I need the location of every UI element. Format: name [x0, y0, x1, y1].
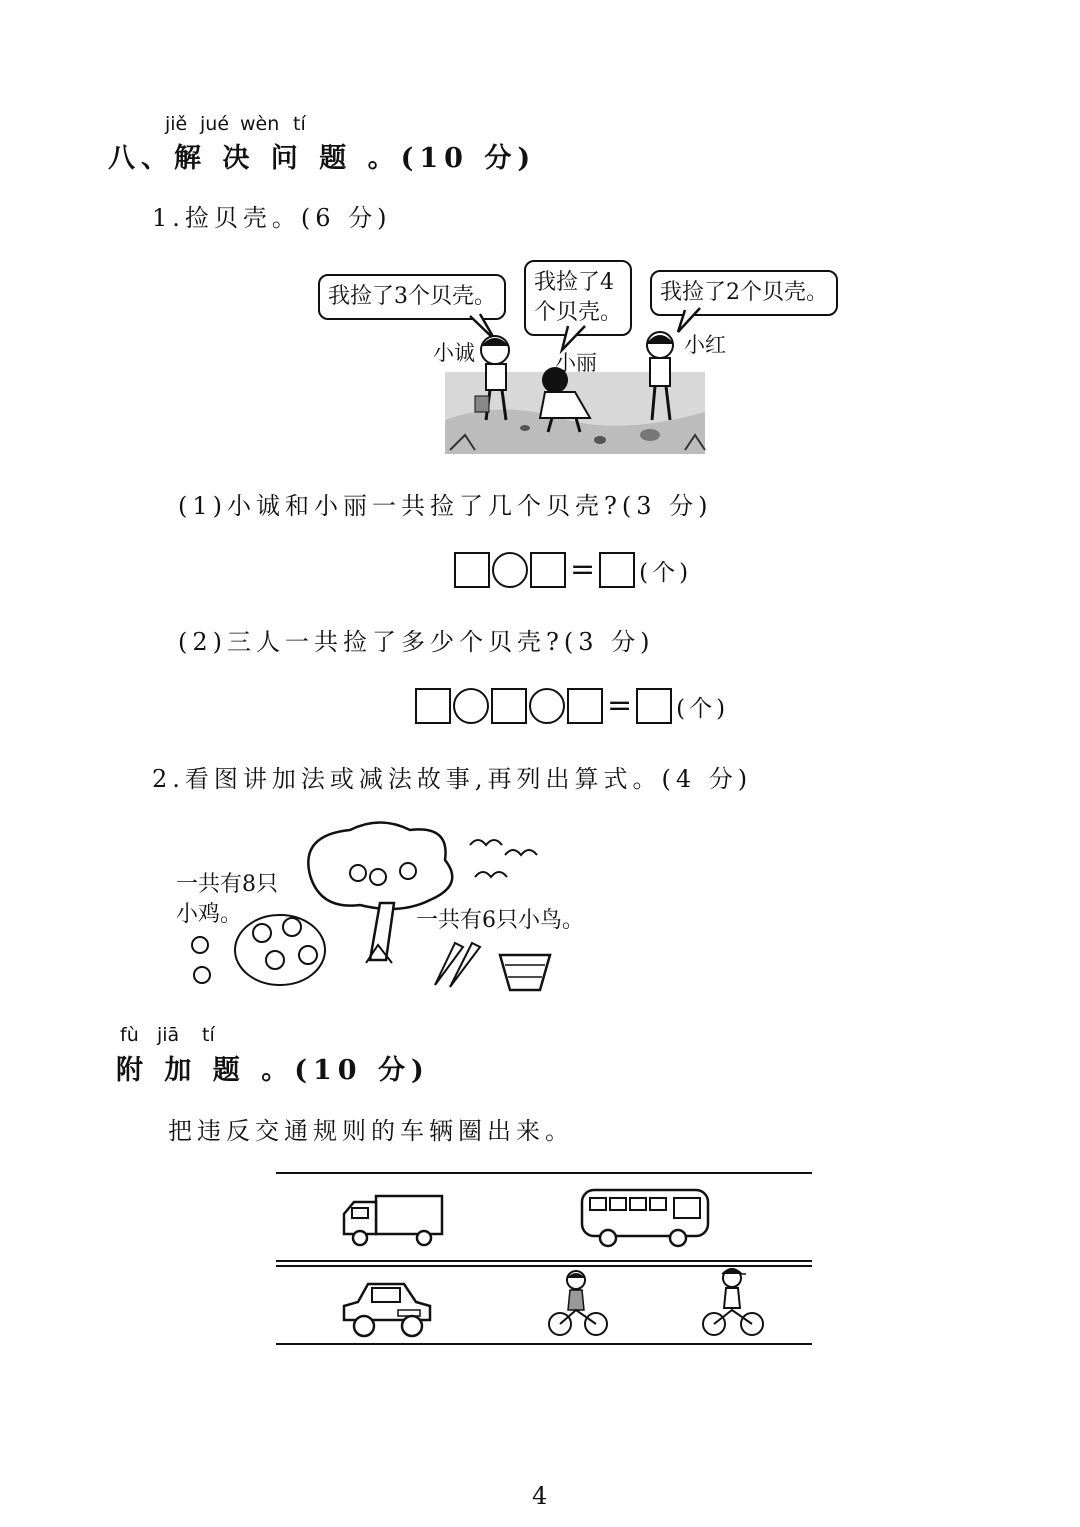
road-edge-top	[276, 1172, 812, 1174]
bicycle-rider-1[interactable]	[546, 1268, 612, 1340]
chicken-label-line1: 一共有8只	[176, 872, 278, 897]
bonus-pinyin-2: jiā	[157, 1024, 180, 1046]
problem1-sub2: (2)三人一共捡了多少个贝壳?(3 分)	[178, 628, 655, 656]
bubble-xiaoli-line2: 个贝壳。	[534, 300, 623, 325]
name-xiaocheng: 小诚	[433, 341, 475, 365]
result-box[interactable]	[636, 688, 672, 724]
unit-label: (个)	[676, 695, 730, 722]
bonus-instruction: 把违反交通规则的车辆圈出来。	[168, 1117, 574, 1145]
operator-circle[interactable]	[492, 552, 528, 588]
beach-illustration	[300, 300, 720, 460]
operator-circle[interactable]	[453, 688, 489, 724]
bus-vehicle[interactable]	[578, 1184, 714, 1252]
answer-box[interactable]	[454, 552, 490, 588]
bubble-xiaoli-line1: 我捡了4	[534, 270, 614, 295]
answer-box[interactable]	[530, 552, 566, 588]
equation-2	[415, 686, 729, 726]
equals-sign: =	[607, 688, 633, 723]
answer-box[interactable]	[567, 688, 603, 724]
section8-pinyin-3: wèn	[240, 113, 280, 135]
section8-pinyin-4: tí	[293, 113, 306, 135]
page-number: 4	[532, 1482, 548, 1510]
bonus-pinyin-3: tí	[202, 1024, 215, 1046]
bird-label: 一共有6只小鸟。	[416, 908, 584, 933]
equation-1	[454, 550, 692, 590]
problem1-sub1: (1)小诚和小丽一共捡了几个贝壳?(3 分)	[178, 492, 713, 520]
operator-circle[interactable]	[529, 688, 565, 724]
result-box[interactable]	[599, 552, 635, 588]
name-xiaohong: 小红	[684, 333, 726, 357]
equals-sign: =	[570, 552, 596, 587]
unit-label: (个)	[639, 559, 693, 586]
truck-vehicle[interactable]	[340, 1192, 446, 1250]
bubble-xiaohong-text: 我捡了2个贝壳。	[660, 280, 828, 305]
section8-pinyin-1: jiě	[165, 113, 188, 135]
chicken-label-line2: 小鸡。	[176, 902, 243, 927]
bubble-xiaocheng-text: 我捡了3个贝壳。	[328, 284, 496, 309]
answer-box[interactable]	[491, 688, 527, 724]
problem2-title: 2.看图讲加法或减法故事,再列出算式。(4 分)	[152, 765, 753, 793]
answer-box[interactable]	[415, 688, 451, 724]
section8-pinyin-2: jué	[200, 113, 230, 135]
problem1-title: 1.捡贝壳。(6 分)	[152, 204, 392, 232]
road-center-line-1	[276, 1260, 812, 1262]
name-xiaoli: 小丽	[555, 351, 597, 375]
road-edge-bottom	[276, 1343, 812, 1345]
car-vehicle[interactable]	[338, 1276, 436, 1340]
section8-title: 八、解 决 问 题 。(10 分)	[108, 143, 537, 174]
bonus-pinyin-1: fù	[120, 1024, 139, 1046]
bonus-title: 附 加 题 。(10 分)	[116, 1055, 430, 1086]
bicycle-rider-2[interactable]	[700, 1266, 766, 1340]
